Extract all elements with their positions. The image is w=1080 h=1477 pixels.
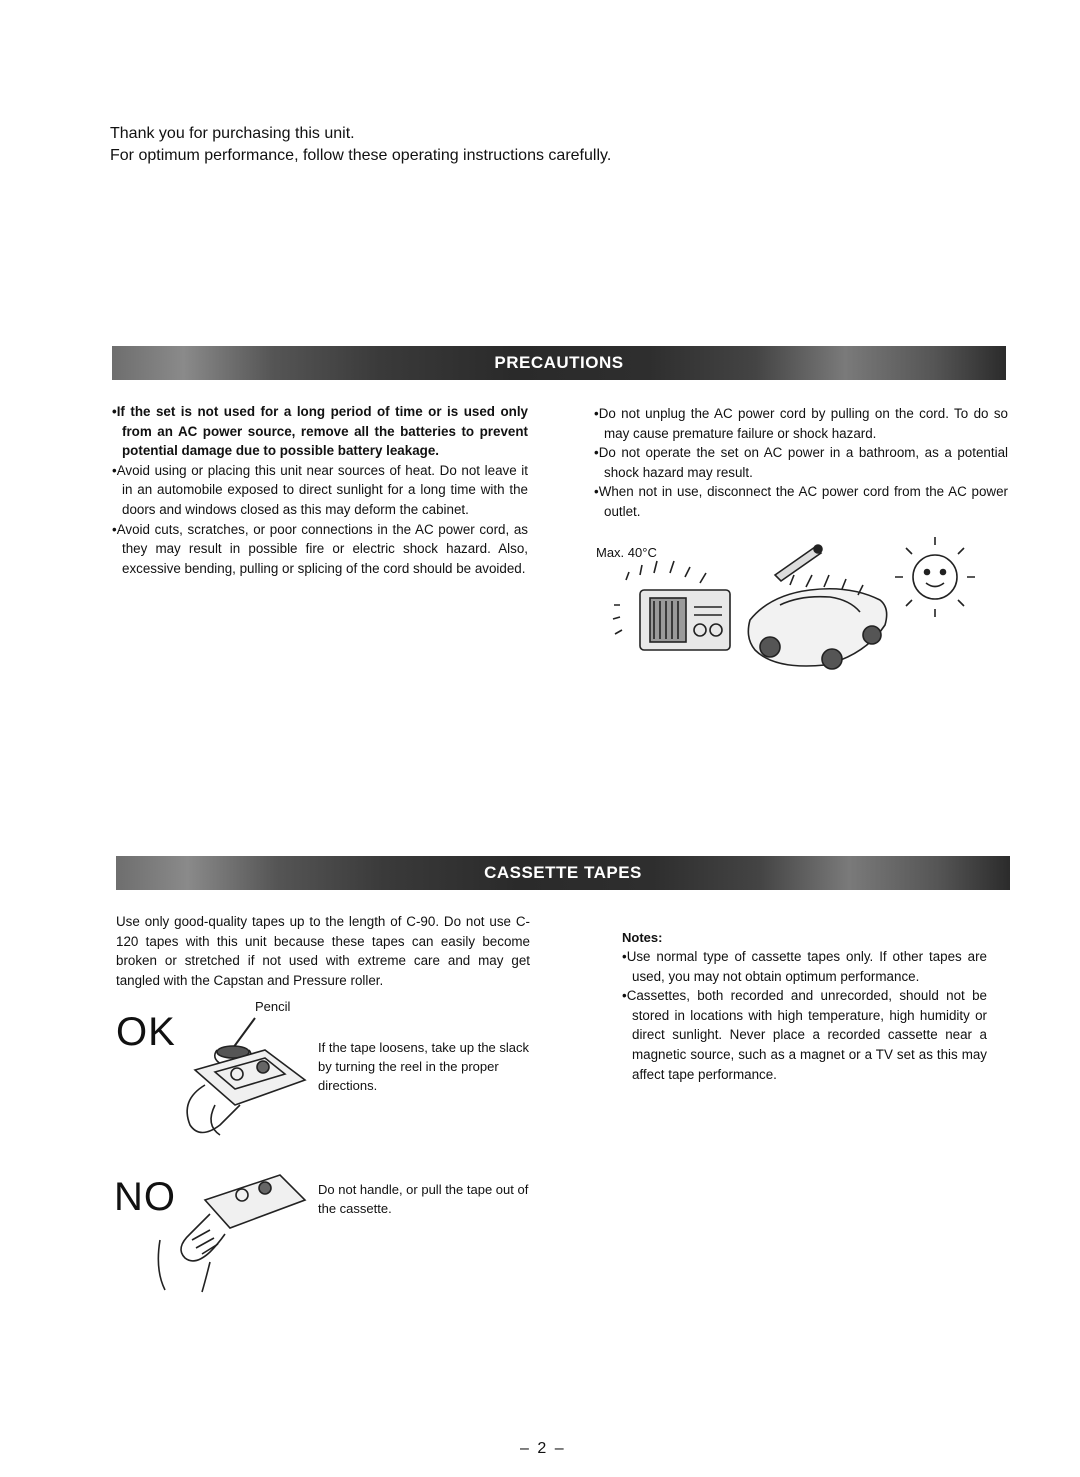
precaution-item: •Do not unplug the AC power cord by pulling on the cord. To do so may cause premature failure or shock hazard. [594,406,1008,441]
cassette-intro-text: Use only good-quality tapes up to the length of C-90. Do not use C-120 tapes with this unit because these tapes can easily become broken or stretched if not used with extreme care and may get tangled with the Capstan and Pressure roller. [116,914,530,988]
intro-line-1: Thank you for purchasing this unit. [110,125,355,142]
precaution-item: •Avoid using or placing this unit near sources of heat. Do not leave it in an automobile exposed to direct sunlight for a long time with the doors and windows closed as this may deform the cabinet. [112,462,528,517]
pencil-label: Pencil [255,999,291,1014]
precautions-title: PRECAUTIONS [494,353,624,372]
no-hand-cassette-illustration [150,1170,310,1295]
note-item: •Use normal type of cassette tapes only. If other tapes are used, you may not obtain optimum performance. [622,949,987,984]
notes-list [622,947,987,1084]
notes-title: Notes: [622,930,663,945]
precaution-item: •When not in use, disconnect the AC power cord from the AC power outlet. [594,484,1008,519]
no-instruction: Do not handle, or pull the tape out of the cassette. [318,1182,529,1216]
page-number: – 2 – [520,1440,566,1457]
no-label: NO [114,1175,176,1219]
heat-illustration [610,535,980,675]
max-temp-label: Max. 40°C [596,545,657,560]
cassette-intro [116,912,530,990]
precautions-left-column [112,402,528,578]
intro [110,123,611,167]
intro-line-2: For optimum performance, follow these operating instructions carefully. [110,147,612,164]
precautions-banner [112,346,1006,380]
cassette-banner [116,856,1010,890]
precaution-item: •If the set is not used for a long period of time or is used only from an AC power source, remove all the batteries to prevent potential damage due to possible battery leakage. [112,404,528,459]
ok-cassette-pencil-illustration [175,1010,315,1140]
cassette-title: CASSETTE TAPES [484,863,642,882]
ok-label: OK [116,1010,176,1054]
precautions-right-column [594,404,1008,522]
precaution-item: •Avoid cuts, scratches, or poor connections in the AC power cord, as they may result in possible fire or electric shock hazard. Also, excessive bending, pulling or splicing of the cord should be avoided. [112,521,528,576]
ok-instruction: If the tape loosens, take up the slack by turning the reel in the proper directions. [318,1040,530,1093]
note-item: •Cassettes, both recorded and unrecorded, should not be stored in locations with high temperature, high humidity or direct sunlight. Never place a recorded cassette near a magnetic source, such as a magnet or a TV set as this may affect tape performance. [622,988,987,1082]
precaution-item: •Do not operate the set on AC power in a bathroom, as a potential shock hazard may result. [594,445,1008,480]
